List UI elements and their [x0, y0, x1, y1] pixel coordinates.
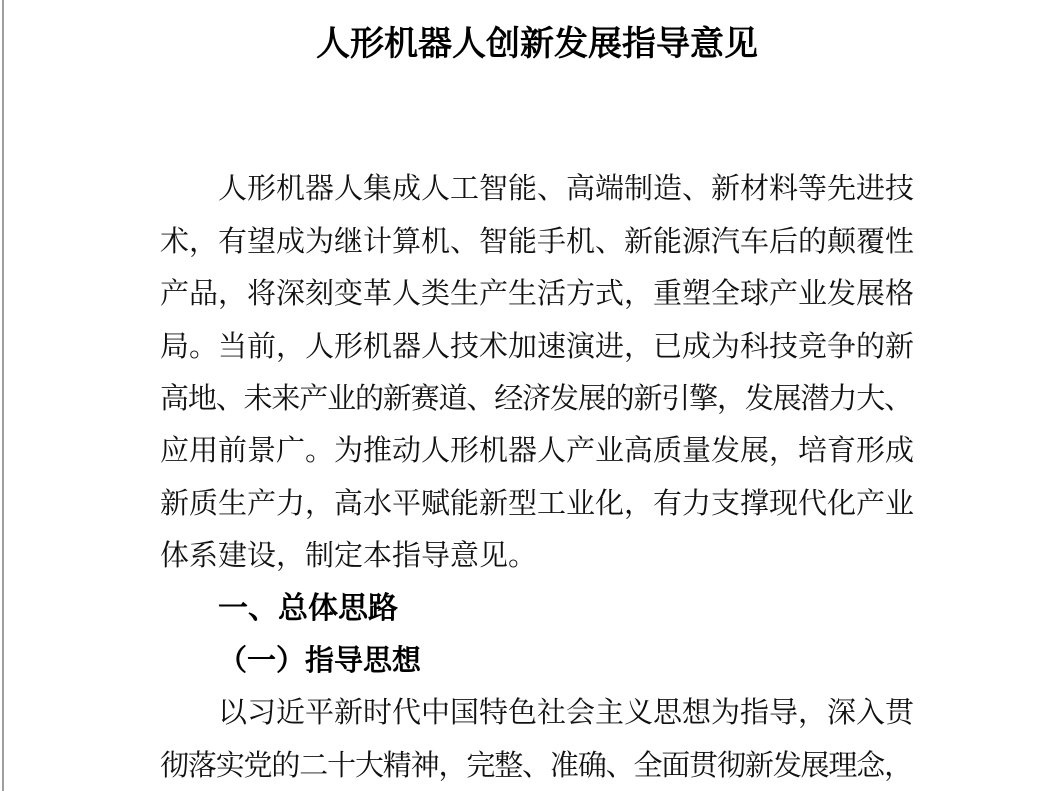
page-edge-line	[2, 0, 4, 791]
body-line: 产品，将深刻变革人类生产生活方式，重塑全球产业发展格	[160, 278, 915, 311]
paragraph-guiding-ideology	[160, 687, 914, 791]
body-line: 新质生产力，高水平赋能新型工业化，有力支撑现代化产业	[160, 487, 915, 520]
body-line: 体系建设，制定本指导意见。	[160, 540, 538, 573]
body-line: 局。当前，人形机器人技术加速演进，已成为科技竞争的新	[160, 330, 915, 363]
section-heading-overall-approach: 一、总体思路	[218, 591, 398, 625]
subsection-heading-guiding-ideology: （一）指导思想	[218, 645, 422, 678]
paragraph-intro	[160, 163, 914, 582]
body-line: 以习近平新时代中国特色社会主义思想为指导，深入贯	[218, 697, 915, 730]
body-line: 彻落实党的二十大精神，完整、准确、全面贯彻新发展理念，	[160, 749, 912, 782]
body-line: 高地、未来产业的新赛道、经济发展的新引擎，发展潜力大、	[160, 383, 912, 416]
document-content	[160, 0, 914, 791]
body-line: 应用前景广。为推动人形机器人产业高质量发展，培育形成	[160, 435, 915, 468]
body-line: 术，有望成为继计算机、智能手机、新能源汽车后的颠覆性	[160, 225, 915, 258]
body-line: 人形机器人集成人工智能、高端制造、新材料等先进技	[218, 173, 915, 206]
document-title: 人形机器人创新发展指导意见	[316, 26, 758, 63]
